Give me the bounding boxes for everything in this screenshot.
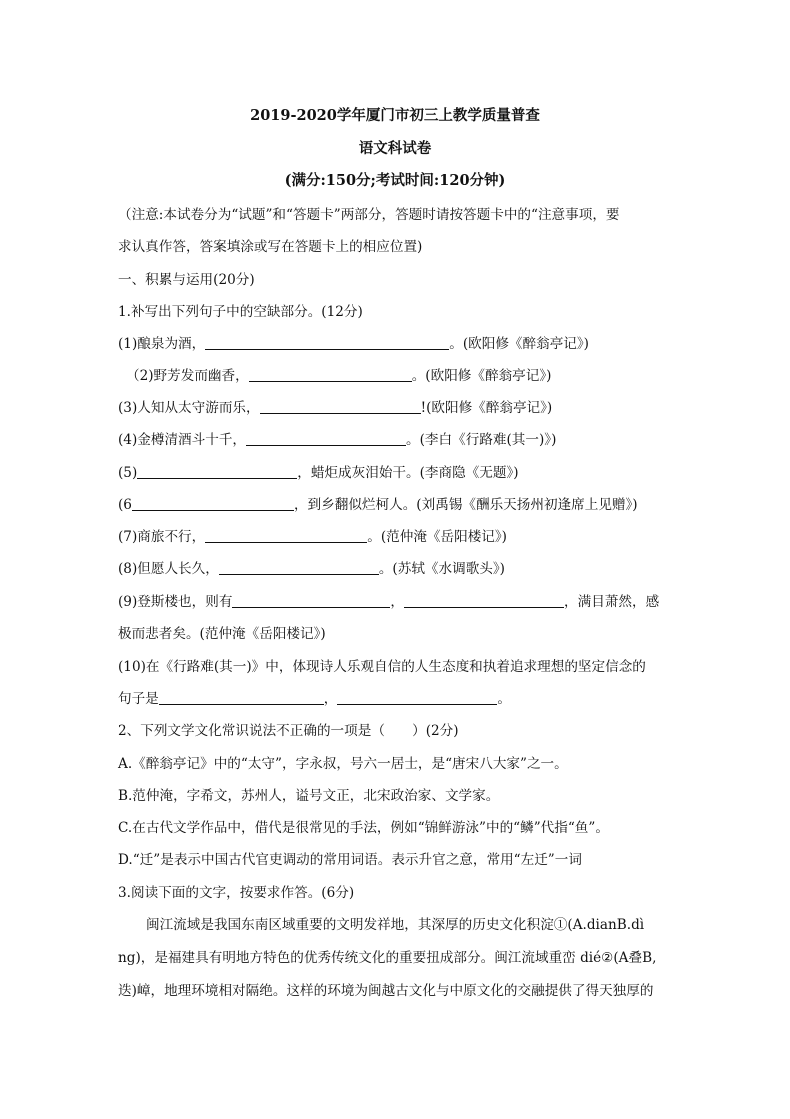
question-1-item: (10)在《行路难(其一)》中，体现诗人乐观自信的人生态度和执着追求理想的坚定信念的 (118, 659, 646, 675)
item-suffix: !(欧阳修《醉翁亭记》) (420, 400, 553, 416)
question-1-item-continuation: 极而悲者矣。(范仲淹《岳阳楼记》) (118, 626, 326, 642)
question-1-item (118, 559, 678, 579)
answer-blank[interactable] (137, 464, 297, 479)
notice-line-1: （注意:本试卷分为“试题”和“答题卡”两部分，答题时请按答题卡中的“注意事项，要 (118, 207, 620, 223)
item-prefix: (9)登斯楼也，则有 (118, 594, 233, 610)
answer-blank[interactable] (219, 560, 379, 575)
item-separator: ， (390, 594, 405, 610)
item-prefix: (1)酿泉为酒， (118, 336, 206, 352)
answer-blank[interactable] (205, 528, 367, 543)
item-suffix: ，满目萧然，感 (564, 594, 660, 610)
item-prefix: 句子是 (118, 691, 159, 707)
question-1-item (126, 366, 686, 386)
item-suffix: 。(苏轼《水调歌头》) (378, 561, 505, 577)
question-1-item (118, 430, 678, 450)
passage-line: 迭)嶂，地理环境相对隔绝。这样的环境为闽越古文化与中原文化的交融提供了得天独厚的 (118, 983, 654, 999)
question-2-option-a: A.《醉翁亭记》中的“太守”，字永叔，号六一居士，是“唐宋八大家”之一。 (118, 756, 568, 772)
passage-line: ng)，是福建具有明地方特色的优秀传统文化的重要扭成部分。闽江流域重峦 dié②(A叠B, (118, 950, 657, 966)
exam-subject: 语文科试卷 (358, 140, 432, 157)
question-1-item (118, 463, 678, 483)
answer-blank[interactable] (159, 690, 324, 705)
question-1-item (118, 495, 678, 515)
notice-line-2: 求认真作答，答案填涂或写在答题卡上的相应位置) (118, 239, 423, 255)
question-1-item (118, 592, 678, 612)
section-heading: 一、积累与运用(20分) (118, 272, 255, 288)
item-prefix: （2)野芳发而幽香， (126, 368, 249, 384)
answer-blank[interactable] (260, 399, 421, 414)
question-2-option-b: B.范仲淹，字希文，苏州人，谥号文正，北宋政治家、文学家。 (118, 788, 500, 804)
item-suffix: ，到乡翻似烂柯人。(刘禹锡《酬乐天扬州初逢席上见赠》) (293, 497, 638, 513)
answer-blank[interactable] (249, 367, 412, 382)
question-1-item (118, 398, 678, 418)
item-suffix: 。(范仲淹《岳阳楼记》) (367, 529, 507, 545)
question-2-stem: 2、下列文学文化常识说法不正确的一项是（ ）(2分) (118, 723, 459, 739)
question-1-stem: 1.补写出下列句子中的空缺部分。(12分) (118, 304, 363, 320)
item-suffix: 。(李白《行路难(其一)》) (406, 432, 557, 448)
answer-blank[interactable] (246, 431, 406, 446)
exam-meta: (满分:150分;考试时间:120分钟) (284, 172, 506, 189)
answer-blank[interactable] (132, 496, 294, 511)
question-3-stem: 3.阅读下面的文字，按要求作答。(6分) (118, 885, 355, 901)
item-prefix: (8)但愿人长久， (118, 561, 219, 577)
passage-line: 闽江流域是我国东南区域重要的文明发祥地，其深厚的历史文化积淀①(A.dianB.dì (146, 917, 645, 933)
item-separator: ， (323, 691, 338, 707)
item-prefix: (7)商旅不行， (118, 529, 206, 545)
item-prefix: (3)人知从太守游而乐， (118, 400, 260, 416)
item-suffix: 。 (497, 691, 511, 707)
answer-blank[interactable] (232, 593, 390, 608)
question-1-item (118, 527, 678, 547)
item-prefix: (6 (118, 497, 132, 513)
item-prefix: (4)金樽清酒斗十千， (118, 432, 247, 448)
item-suffix: ，蜡炬成灰泪始干。(李商隐《无题》) (297, 465, 519, 481)
answer-blank[interactable] (337, 690, 497, 705)
item-suffix: 。(欧阳修《醉翁亭记》) (411, 368, 552, 384)
exam-title: 2019-2020学年厦门市初三上教学质量普查 (250, 107, 540, 124)
item-suffix: 。(欧阳修《醉翁亭记》) (449, 336, 589, 352)
question-2-option-d: D.“迁”是表示中国古代官吏调动的常用词语。表示升官之意，常用“左迁”一词 (118, 852, 582, 868)
question-1-item (118, 334, 678, 354)
answer-blank[interactable] (404, 593, 564, 608)
answer-blank[interactable] (205, 335, 449, 350)
item-prefix: (5) (118, 465, 138, 481)
question-1-item-continuation (118, 689, 678, 709)
question-2-option-c: C.在古代文学作品中，借代是很常见的手法，例如“锦鲜游泳”中的“鳞”代指“鱼”。 (118, 820, 609, 836)
